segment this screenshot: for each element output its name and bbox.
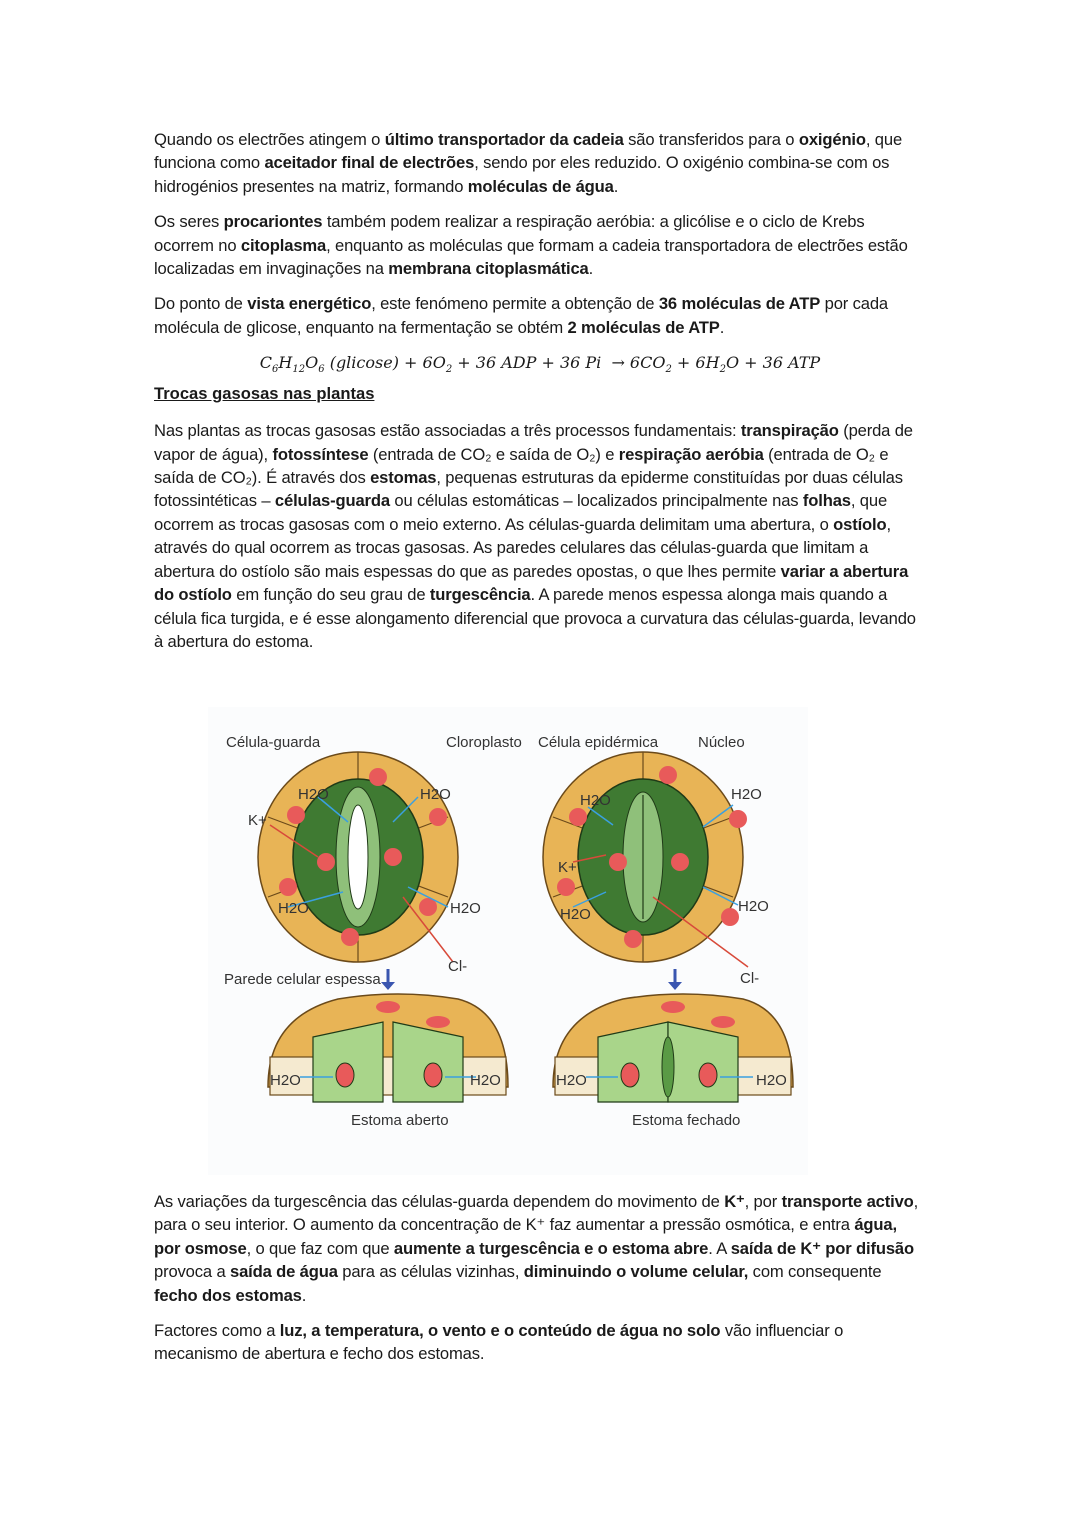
text: , que funciona como bbox=[154, 130, 903, 173]
text: também podem realizar a respiração aeróbia: a glicólise e o ciclo de Krebs ocorrem no bbox=[154, 212, 865, 255]
equation: $C_6H_{12}O_6$ $(glicose) + 6O_2 + 36$ ADP + 36 $Pi \to 6CO_2 + 6H_2O + 36$ ATP bbox=[259, 353, 821, 376]
bold-text: luz, a temperatura, o vento e o conteúdo de água no solo bbox=[279, 1321, 721, 1341]
bold-text: aumente a turgescência e o estoma abre bbox=[393, 1238, 709, 1258]
paragraph-electron-transport bbox=[154, 128, 926, 198]
bold-text: estomas bbox=[370, 468, 437, 488]
bold-text: K⁺ bbox=[724, 1192, 745, 1211]
bold-text: aceitador final de electrões bbox=[264, 153, 475, 173]
text: Nas plantas as trocas gasosas estão associadas a três processos fundamentais: bbox=[154, 421, 741, 441]
label-h2o: H2O bbox=[738, 898, 769, 915]
label-h2o: H2O bbox=[270, 1072, 301, 1089]
down-arrow-icon bbox=[381, 969, 395, 990]
text: em função do seu grau de bbox=[231, 585, 430, 605]
label-cloroplasto: Cloroplasto bbox=[446, 734, 522, 751]
text: Quando os electrões atingem o bbox=[154, 130, 385, 149]
text: , pequenas estruturas da epiderme constituídas por duas células fotossintéticas – bbox=[154, 468, 903, 511]
text: com consequente bbox=[748, 1262, 882, 1282]
text: . A bbox=[708, 1238, 731, 1258]
bold-text: transporte activo bbox=[781, 1192, 914, 1211]
label-celula-epidermica: Célula epidérmica bbox=[538, 734, 659, 751]
bold-text: ostíolo bbox=[833, 514, 887, 534]
text: , o que faz com que bbox=[246, 1238, 394, 1258]
label-h2o: H2O bbox=[298, 786, 329, 803]
bold-text: folhas bbox=[802, 491, 851, 511]
label-h2o: H2O bbox=[420, 786, 451, 803]
label-k-right: K+ bbox=[558, 859, 577, 876]
text: , para o seu interior. O aumento da concentração de K⁺ faz aumentar a pressão osmótica, e entra bbox=[154, 1192, 919, 1235]
bold-text: 36 moléculas de ATP bbox=[658, 294, 821, 314]
text: . bbox=[588, 259, 594, 279]
text: são transferidos para o bbox=[623, 130, 799, 149]
paragraph-prokaryotes bbox=[154, 210, 926, 280]
paragraph-turgescence bbox=[154, 1190, 926, 1307]
bold-text: vista energético bbox=[247, 294, 372, 314]
label-cl-right: Cl- bbox=[740, 970, 760, 987]
label-h2o: H2O bbox=[731, 786, 762, 803]
paragraph-energy bbox=[154, 292, 926, 339]
text: , que ocorrem as trocas gasosas com o meio externo. As células-guarda delimitam uma abertura, o bbox=[154, 491, 888, 534]
text: , por bbox=[744, 1192, 782, 1211]
text: provoca a bbox=[154, 1262, 230, 1282]
label-h2o: H2O bbox=[556, 1072, 587, 1089]
paragraph-gas-exchange bbox=[154, 419, 926, 653]
bold-text: diminuindo o volume celular, bbox=[523, 1262, 749, 1282]
label-h2o: H2O bbox=[278, 900, 309, 917]
text: , sendo por eles reduzido. O oxigénio combina-se com os hidrogénios presentes na matriz, formando bbox=[154, 153, 890, 196]
label-h2o: H2O bbox=[756, 1072, 787, 1089]
section-heading: Trocas gasosas nas plantas bbox=[154, 384, 375, 404]
document-body-continued bbox=[154, 1190, 926, 1378]
text: Os seres bbox=[154, 212, 224, 232]
label-cl-left: Cl- bbox=[448, 958, 468, 975]
text: (perda de vapor de água), bbox=[154, 421, 913, 464]
bold-text: citoplasma bbox=[240, 235, 327, 255]
text: por cada molécula de glicose, enquanto na fermentação se obtém bbox=[154, 294, 888, 337]
label-nucleo: Núcleo bbox=[698, 734, 745, 751]
text: As variações da turgescência das células-guarda dependem do movimento de bbox=[154, 1192, 725, 1211]
label-h2o: H2O bbox=[580, 792, 611, 809]
bold-text: último transportador da cadeia bbox=[384, 130, 624, 149]
bold-text: saída de K⁺ por difusão bbox=[730, 1238, 914, 1258]
label-estoma-aberto: Estoma aberto bbox=[351, 1112, 449, 1129]
bold-text: fecho dos estomas bbox=[154, 1285, 302, 1305]
text: Factores como a bbox=[154, 1321, 280, 1341]
bold-text: 2 moléculas de ATP bbox=[567, 317, 720, 337]
text: . bbox=[301, 1285, 307, 1305]
label-k-left: K+ bbox=[248, 812, 267, 829]
down-arrow-icon bbox=[668, 969, 682, 990]
text: (entrada de CO₂ e saída de O₂) e bbox=[368, 444, 619, 464]
label-celula-guarda: Célula-guarda bbox=[226, 734, 321, 751]
text: . bbox=[719, 317, 725, 337]
text: , enquanto as moléculas que formam a cadeia transportadora de electrões estão localizadas em invaginações na bbox=[154, 235, 908, 279]
text: , através do qual ocorrem as trocas gasosas. As paredes celulares das células-guarda que limitam a abertura do ostíolo são mais espessas do que as paredes opostas, o que lhes permite bbox=[154, 514, 891, 581]
text: , este fenómeno permite a obtenção de bbox=[371, 294, 659, 314]
bold-text: fotossíntese bbox=[272, 444, 369, 464]
label-h2o: H2O bbox=[450, 900, 481, 917]
label-h2o: H2O bbox=[560, 906, 591, 923]
text: Do ponto de bbox=[154, 294, 248, 314]
bold-text: células-guarda bbox=[274, 491, 390, 511]
bold-text: membrana citoplasmática bbox=[388, 259, 589, 279]
bold-text: oxigénio bbox=[798, 130, 866, 149]
text: para as células vizinhas, bbox=[337, 1262, 524, 1282]
bold-text: turgescência bbox=[429, 585, 531, 605]
bold-text: respiração aeróbia bbox=[618, 444, 764, 464]
label-h2o: H2O bbox=[470, 1072, 501, 1089]
text: . bbox=[613, 176, 619, 196]
label-parede-celular: Parede celular espessa bbox=[224, 971, 381, 988]
bold-text: variar a abertura do ostíolo bbox=[154, 561, 909, 605]
document-body bbox=[154, 128, 926, 665]
bold-text: água, por osmose bbox=[154, 1215, 897, 1258]
bold-text: procariontes bbox=[223, 212, 323, 232]
stomata-diagram bbox=[208, 707, 808, 1175]
text: . A parede menos espessa alonga mais quando a célula fica turgida, e é esse alongamento diferencial que provoca a curvatura das células-guarda, levando à abertura do estoma. bbox=[154, 585, 916, 651]
label-estoma-fechado: Estoma fechado bbox=[632, 1112, 741, 1129]
paragraph-factors bbox=[154, 1319, 926, 1366]
bold-text: transpiração bbox=[740, 421, 839, 441]
text: ou células estomáticas – localizados principalmente nas bbox=[389, 491, 803, 511]
text: (entrada de O₂ e saída de CO₂). É através dos bbox=[154, 444, 889, 488]
closed-stoma-top-view bbox=[543, 752, 747, 962]
bold-text: saída de água bbox=[229, 1262, 338, 1282]
text: vão influenciar o mecanismo de abertura e fecho dos estomas. bbox=[154, 1321, 844, 1364]
bold-text: moléculas de água bbox=[467, 176, 614, 196]
